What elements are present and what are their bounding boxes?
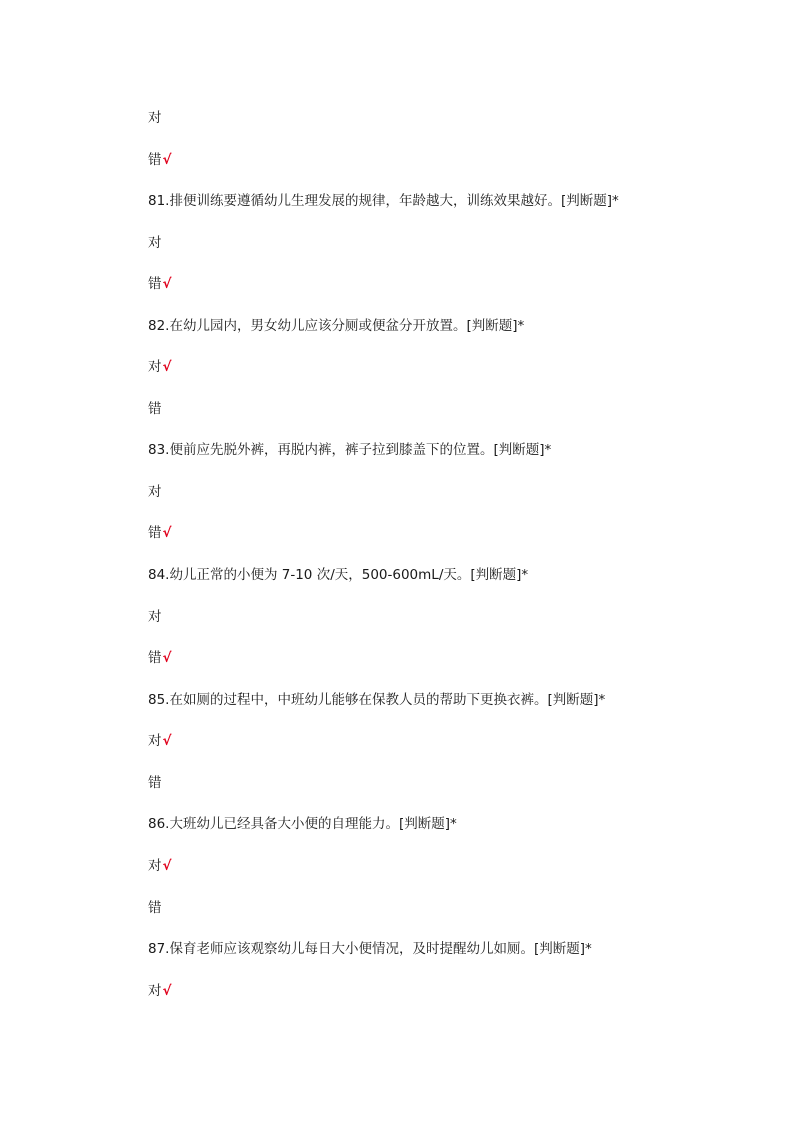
check-mark-icon: √	[162, 525, 172, 541]
question-text: 85.在如厕的过程中，中班幼儿能够在保教人员的帮助下更换衣裤。[判断题]*	[148, 692, 606, 708]
option-line	[148, 275, 172, 293]
option-line	[148, 982, 172, 1000]
option-text: 错	[148, 650, 162, 666]
question-line	[148, 691, 605, 709]
option-text: 对	[148, 484, 162, 500]
question-line	[148, 815, 457, 833]
question-text: 84.幼儿正常的小便为 7-10 次/天，500-600mL/天。[判断题]*	[148, 567, 529, 583]
option-line	[148, 358, 172, 376]
option-line	[148, 774, 162, 792]
question-line	[148, 566, 528, 584]
question-text: 82.在幼儿园内，男女幼儿应该分厕或便盆分开放置。[判断题]*	[148, 318, 525, 334]
option-line	[148, 608, 162, 626]
question-line	[148, 192, 619, 210]
check-mark-icon: √	[162, 152, 172, 168]
option-line	[148, 732, 172, 750]
question-line	[148, 441, 551, 459]
option-line	[148, 400, 162, 418]
option-line	[148, 524, 172, 542]
option-text: 错	[148, 775, 162, 791]
option-text: 错	[148, 900, 162, 916]
question-text: 83.便前应先脱外裤，再脱内裤，裤子拉到膝盖下的位置。[判断题]*	[148, 442, 552, 458]
option-text: 对	[148, 235, 162, 251]
option-line	[148, 483, 162, 501]
option-text: 错	[148, 401, 162, 417]
option-text: 对	[148, 733, 162, 749]
option-text: 对	[148, 359, 162, 375]
option-text: 错	[148, 525, 162, 541]
option-line	[148, 857, 172, 875]
check-mark-icon: √	[162, 276, 172, 292]
question-text: 81.排便训练要遵循幼儿生理发展的规律，年龄越大，训练效果越好。[判断题]*	[148, 193, 619, 209]
question-line	[148, 317, 524, 335]
option-line	[148, 899, 162, 917]
check-mark-icon: √	[162, 733, 172, 749]
option-line	[148, 234, 162, 252]
check-mark-icon: √	[162, 858, 172, 874]
check-mark-icon: √	[162, 650, 172, 666]
option-line	[148, 109, 162, 127]
option-text: 错	[148, 152, 162, 168]
option-line	[148, 151, 172, 169]
question-text: 86.大班幼儿已经具备大小便的自理能力。[判断题]*	[148, 816, 457, 832]
option-text: 对	[148, 609, 162, 625]
question-text: 87.保育老师应该观察幼儿每日大小便情况，及时提醒幼儿如厕。[判断题]*	[148, 941, 592, 957]
option-text: 对	[148, 858, 162, 874]
question-line	[148, 940, 592, 958]
option-line	[148, 649, 172, 667]
option-text: 对	[148, 110, 162, 126]
option-text: 错	[148, 276, 162, 292]
check-mark-icon: √	[162, 359, 172, 375]
check-mark-icon: √	[162, 983, 172, 999]
option-text: 对	[148, 983, 162, 999]
